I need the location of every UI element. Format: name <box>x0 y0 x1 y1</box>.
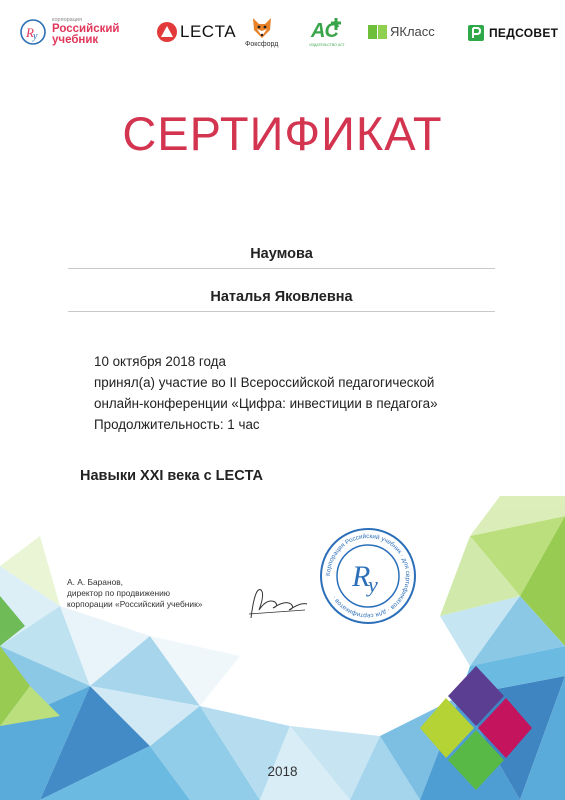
signer-name: А. А. Баранов, <box>67 577 124 587</box>
recipient-name: Наталья Яковлевна <box>210 289 353 305</box>
lecta-triangle-icon <box>157 22 177 42</box>
svg-text:y: y <box>33 31 38 43</box>
recipient-surname: Наумова <box>250 246 313 262</box>
yaklass-book-icon <box>368 25 388 39</box>
ast-logo <box>309 16 345 47</box>
ru-logo-line2: учебник <box>52 34 99 46</box>
ru-logo-icon <box>20 19 46 45</box>
surname-underline <box>68 268 495 269</box>
ru-logo-line1: Российский <box>52 22 120 35</box>
certificate-title: СЕРТИФИКАТ <box>122 107 443 160</box>
pedsovet-p-icon <box>468 25 484 41</box>
rossiyskiy-uchebnik-logo <box>20 18 119 47</box>
svg-text:R: R <box>26 25 34 41</box>
ast-logo-icon <box>309 16 345 42</box>
course-title: Навыки XXI века с LECTA <box>80 468 263 484</box>
signer-organization: корпорации «Российский учебник» <box>67 599 203 609</box>
ru-logo-small: корпорация <box>52 17 82 23</box>
handwritten-signature <box>245 580 315 622</box>
pedsovet-logo-text: ПЕДСОВЕТ <box>489 26 559 40</box>
lecta-logo-text: LECTA <box>180 22 237 41</box>
svg-text:R: R <box>352 560 371 593</box>
foxford-logo <box>245 16 278 48</box>
partner-logos <box>0 14 565 60</box>
pedsovet-logo <box>468 25 558 41</box>
event-date: 10 октября 2018 года <box>94 354 226 369</box>
duration-line: Продолжительность: 1 час <box>94 417 260 432</box>
foxford-logo-text: Фоксфорд <box>245 41 279 48</box>
signer-position: директор по продвижению <box>67 588 171 598</box>
ast-logo-caption: ИЗДАТЕЛЬСТВО АСТ <box>309 43 345 47</box>
svg-text:Корпорация Российский учебник: Корпорация Российский учебник · для сертификатов · для сертификатов · <box>324 532 412 620</box>
conference-line: онлайн-конференции «Цифра: инвестиции в педагога» <box>94 396 438 411</box>
svg-text:АС: АС <box>311 20 339 42</box>
lecta-logo <box>157 22 236 42</box>
yaklass-logo-text: ЯКласс <box>390 24 435 39</box>
certificate-year: 2018 <box>267 764 298 779</box>
yaklass-logo <box>368 24 435 39</box>
certificate-body <box>94 351 514 435</box>
signer-block <box>67 577 202 610</box>
name-underline <box>68 311 495 312</box>
svg-text:y: y <box>368 572 378 597</box>
fox-icon <box>251 16 273 40</box>
organization-stamp <box>318 526 418 626</box>
participation-line: принял(а) участие во II Всероссийской педагогической <box>94 375 435 390</box>
